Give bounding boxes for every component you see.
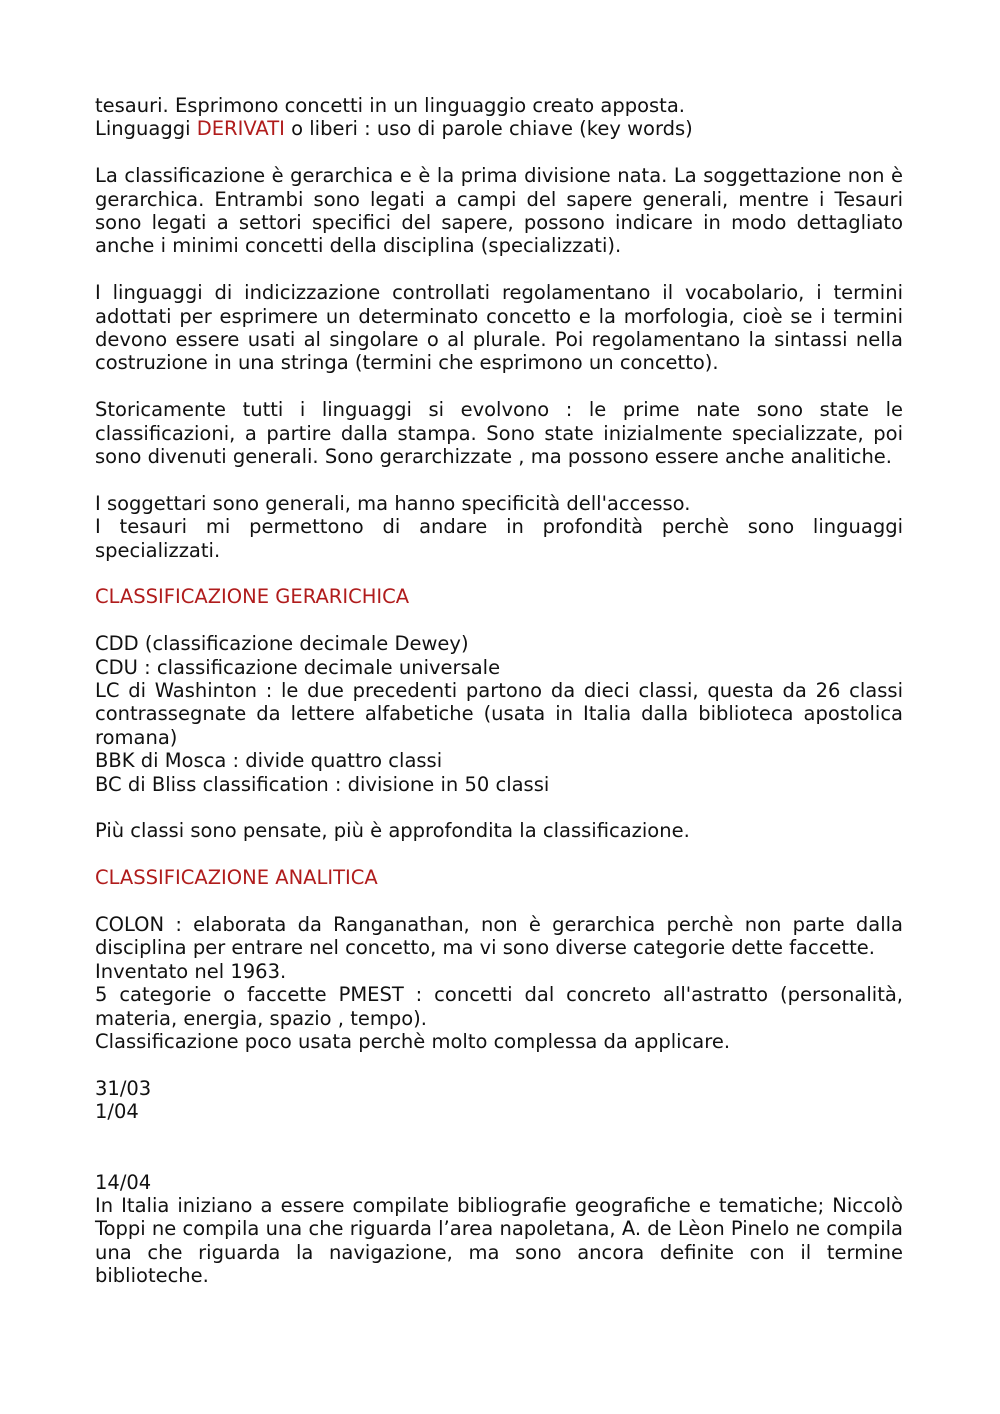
cdd-line: CDD (classificazione decimale Dewey) xyxy=(95,632,469,656)
bbk-line: BBK di Mosca : divide quattro classi xyxy=(95,749,443,773)
paragraph-lc: LC di Washinton : le due precedenti partono da dieci classi, questa da 26 classi contrassegnate da lettere alfabetiche (usata in Italia dalla biblioteca apostolica romana) xyxy=(95,679,903,749)
paragraph-classificazione: La classificazione è gerarchica e è la prima divisione nata. La soggettazione non è gerarchica. Entrambi sono legati a campi del sapere generali, mentre i Tesauri sono legati a settori specifici del sapere, possono indicare in modo dettagliato anche i minimi concetti della disciplina (specializzati). xyxy=(95,164,903,258)
soggettari-line: I soggettari sono generali, ma hanno specificità dell'accesso. xyxy=(95,491,691,515)
paragraph-italia: In Italia iniziano a essere compilate bibliografie geografiche e tematiche; Niccolò Toppi ne compila una che riguarda l’area napoletana, A. de Lèon Pinelo ne compila una che riguarda la navigazione, ma sono ancora definite con il termine biblioteche. xyxy=(95,1193,903,1288)
paragraph-colon: COLON : elaborata da Ranganathan, non è gerarchica perchè non parte dalla disciplina per entrare nel concetto, ma vi sono diverse categorie dette faccette. xyxy=(95,913,903,960)
paragraph-linguaggi: I linguaggi di indicizzazione controllati regolamentano il vocabolario, i termini adottati per esprimere un determinato concetto e la morfologia, cioè se i termini devono essere usati al singolare o al plurale. Poi regolamentano la sintassi nella costruzione in una stringa (termini che esprimono un concetto). xyxy=(95,281,903,375)
bc-line: BC di Bliss classification : divisione in 50 classi xyxy=(95,772,550,796)
date-1404: 14/04 xyxy=(95,1170,152,1194)
piu-classi-line: Più classi sono pensate, più è approfondita la classificazione. xyxy=(95,819,690,843)
paragraph-pmest: 5 categorie o faccette PMEST : concetti dal concreto all'astratto (personalità, materia, energia, spazio , tempo). xyxy=(95,983,903,1030)
derivati-keyword: DERIVATI xyxy=(196,117,285,141)
paragraph-tesauri: I tesauri mi permettono di andare in profondità perchè sono linguaggi specializzati. xyxy=(95,515,903,562)
derived-languages-line xyxy=(95,117,903,140)
intro-line: tesauri. Esprimono concetti in un linguaggio creato apposta. xyxy=(95,94,685,117)
date-0104: 1/04 xyxy=(95,1100,139,1124)
document-page xyxy=(95,94,903,1288)
inventato-line: Inventato nel 1963. xyxy=(95,959,287,983)
derived-suffix: o liberi : uso di parole chiave (key words) xyxy=(284,117,693,141)
derived-prefix: Linguaggi xyxy=(95,117,197,141)
cdu-line: CDU : classificazione decimale universale xyxy=(95,655,501,679)
poco-usata-line: Classificazione poco usata perchè molto complessa da applicare. xyxy=(95,1030,731,1054)
date-3103: 31/03 xyxy=(95,1076,152,1100)
heading-classificazione-analitica: CLASSIFICAZIONE ANALITICA xyxy=(95,866,378,890)
heading-classificazione-gerarchica: CLASSIFICAZIONE GERARICHICA xyxy=(95,585,410,609)
paragraph-storicamente: Storicamente tutti i linguaggi si evolvono : le prime nate sono state le classificazioni, a partire dalla stampa. Sono state inizialmente specializzate, poi sono divenuti generali. Sono gerarchizzate , ma possono essere anche analitiche. xyxy=(95,398,903,469)
